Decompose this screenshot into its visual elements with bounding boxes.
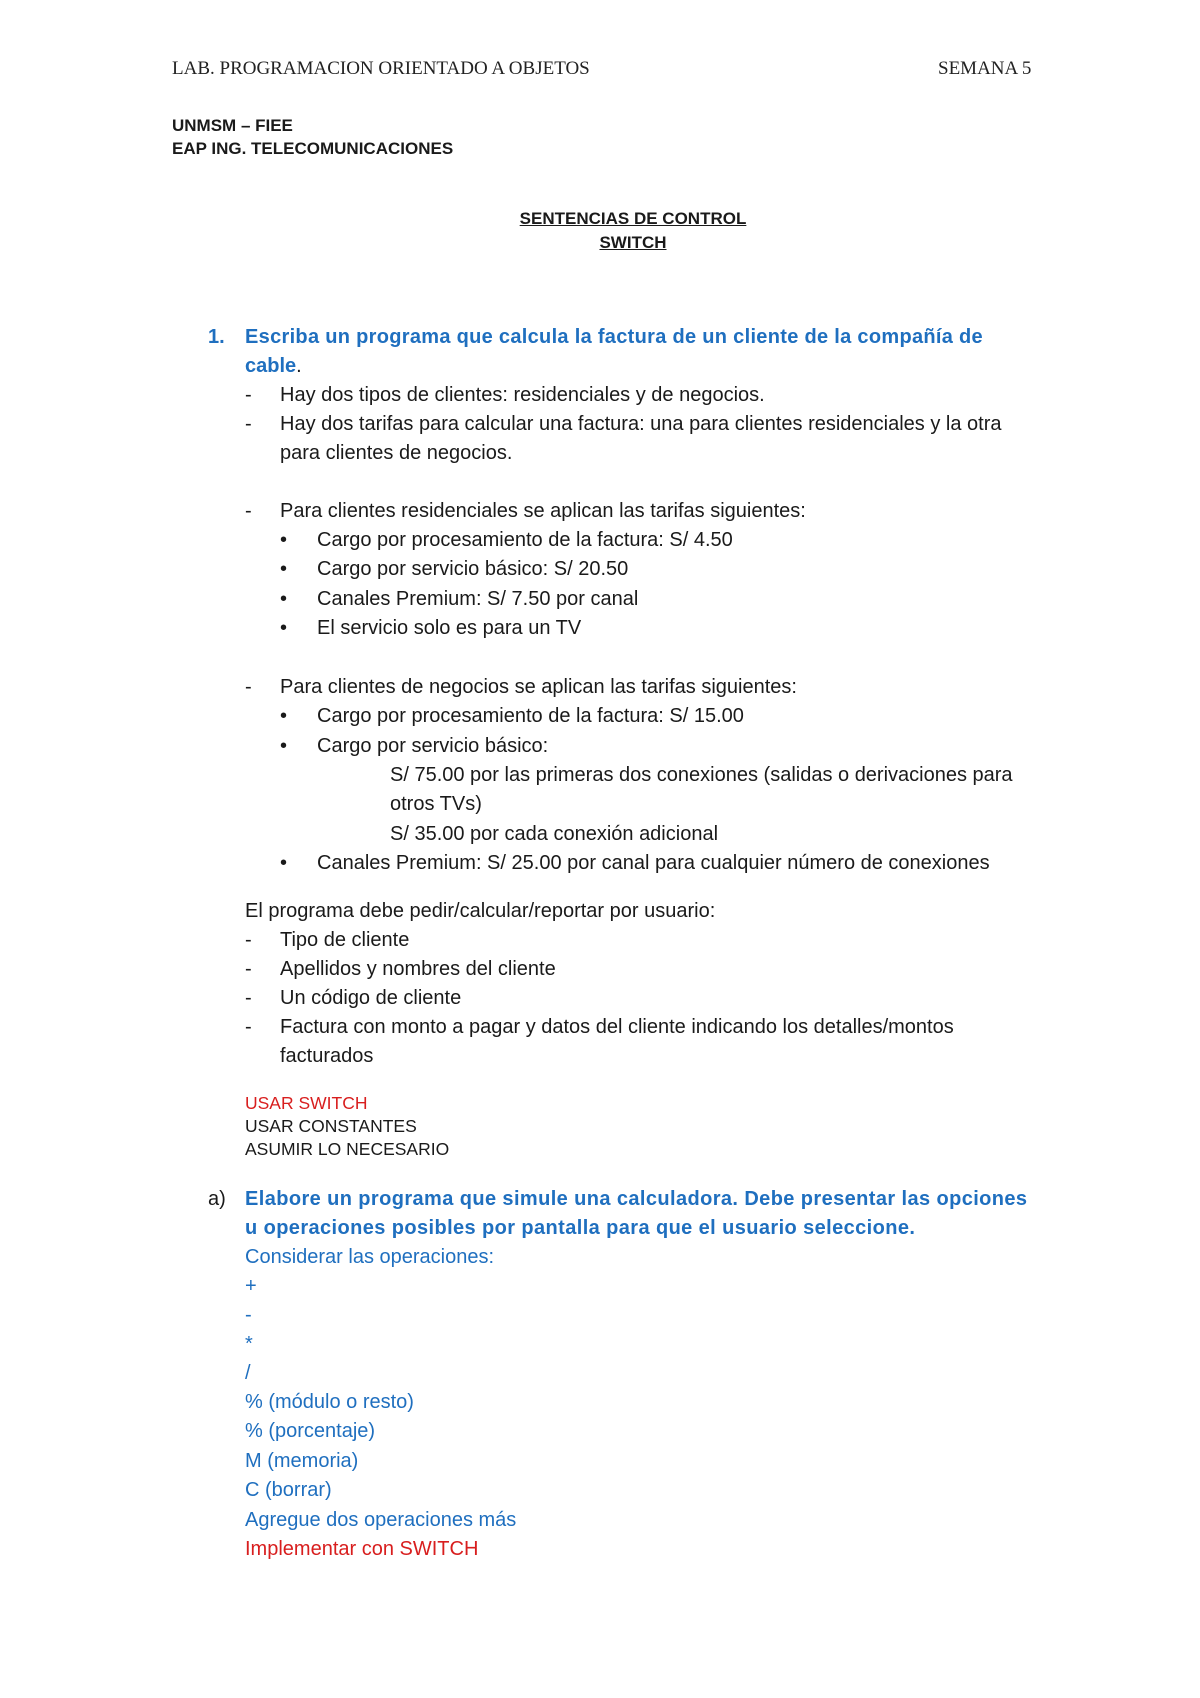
note-use-constants: USAR CONSTANTES [245,1116,417,1136]
dash-marker: - [245,500,252,522]
consider-label: Considerar las operaciones: [245,1246,495,1268]
operation-item: * [245,1333,253,1355]
document-subtitle: SWITCH [599,233,667,252]
question-heading: Escriba un programa que calcula la factura de un cliente de la compañía de [245,326,983,348]
question-heading-cont: cable. [245,355,302,377]
operation-item: - [245,1304,252,1326]
sub-item-cont: otros TVs) [390,793,482,815]
list-item: Cargo por servicio básico: [317,735,549,757]
note-use-switch: USAR SWITCH [245,1093,368,1113]
list-item: Apellidos y nombres del cliente [280,958,556,980]
operation-item: M (memoria) [245,1450,359,1472]
sub-item: S/ 35.00 por cada conexión adicional [390,823,719,845]
list-item-cont: para clientes de negocios. [280,442,513,464]
bullet-icon: • [280,588,288,610]
list-item: Cargo por servicio básico: S/ 20.50 [317,558,629,580]
list-item-cont: facturados [280,1045,374,1067]
list-item: Cargo por procesamiento de la factura: S/ 4.50 [317,529,733,551]
list-item: Canales Premium: S/ 25.00 por canal para cualquier número de conexiones [317,852,990,874]
note-assume: ASUMIR LO NECESARIO [245,1139,450,1159]
question-heading-cont: u operaciones posibles por pantalla para que el usuario seleccione. [245,1217,916,1239]
list-item: Hay dos tarifas para calcular una factura: una para clientes residenciales y la otra [280,413,1002,435]
bullet-icon: • [280,617,288,639]
list-item: Un código de cliente [280,987,462,1009]
list-item: Hay dos tipos de clientes: residenciales y de negocios. [280,384,765,406]
question-number: 1. [208,326,225,348]
university-name: UNMSM – FIEE [172,116,293,135]
list-item: Tipo de cliente [280,929,410,951]
department-name: EAP ING. TELECOMUNICACIONES [172,139,454,158]
dash-marker: - [245,1016,252,1038]
list-item: El servicio solo es para un TV [317,617,582,639]
dash-marker: - [245,676,252,698]
operation-item: % (módulo o resto) [245,1391,414,1413]
header-week: SEMANA 5 [938,58,1032,79]
implement-note: Implementar con SWITCH [245,1538,479,1560]
bullet-icon: • [280,558,288,580]
dash-marker: - [245,929,252,951]
operation-item: / [245,1362,251,1384]
bullet-icon: • [280,735,288,757]
bullet-icon: • [280,529,288,551]
question-heading: Elabore un programa que simule una calculadora. Debe presentar las opciones [245,1188,1028,1210]
sub-item: S/ 75.00 por las primeras dos conexiones (salidas o derivaciones para [390,764,1013,786]
dash-marker: - [245,384,252,406]
operation-item: Agregue dos operaciones más [245,1509,517,1531]
header-course-title: LAB. PROGRAMACION ORIENTADO A OBJETOS [172,58,590,79]
dash-marker: - [245,987,252,1009]
bullet-icon: • [280,852,288,874]
list-item: Factura con monto a pagar y datos del cliente indicando los detalles/montos [280,1016,954,1038]
operation-item: + [245,1275,257,1297]
operation-item: % (porcentaje) [245,1420,376,1442]
operation-item: C (borrar) [245,1479,332,1501]
report-intro: El programa debe pedir/calcular/reportar por usuario: [245,900,716,922]
dash-marker: - [245,413,252,435]
residential-intro: Para clientes residenciales se aplican las tarifas siguientes: [280,500,806,522]
document-title: SENTENCIAS DE CONTROL [519,209,747,228]
question-label: a) [208,1188,226,1210]
dash-marker: - [245,958,252,980]
business-intro: Para clientes de negocios se aplican las tarifas siguientes: [280,676,797,698]
list-item: Cargo por procesamiento de la factura: S/ 15.00 [317,705,744,727]
list-item: Canales Premium: S/ 7.50 por canal [317,588,639,610]
bullet-icon: • [280,705,288,727]
